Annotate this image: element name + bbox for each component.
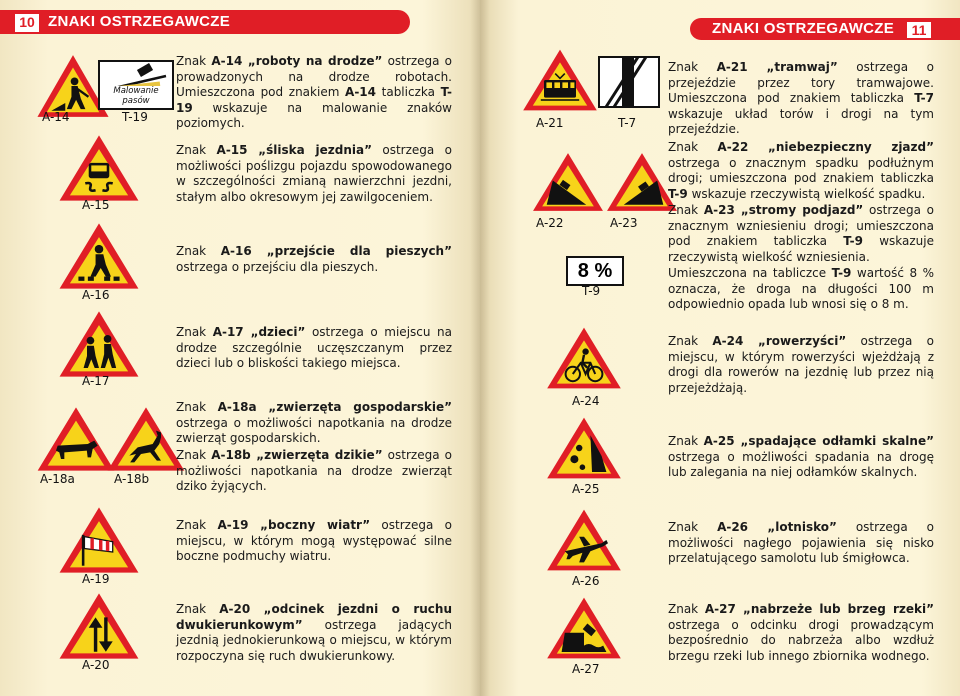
label-a23: A-23	[610, 216, 638, 230]
text-a14: Znak A-14 „roboty na drodze” ostrzega o prowadzonych na drodze robotach. Umieszczona pod znakiem A-14 tabliczka T-19 wskazuje na malowanie znaków poziomych.	[176, 54, 452, 131]
text-a18a: Znak A-18a „zwierzęta gospodarskie” ostrzega o możliwości napotkania na drodze zwierząt gospodarskich.	[176, 400, 452, 446]
left-header-title: ZNAKI OSTRZEGAWCZE	[48, 13, 231, 30]
text-a21: Znak A-21 „tramwaj” ostrzega o przejeździe przez tory tramwajowe. Umieszczona pod znakiem tabliczka T-7 wskazuje układ torów i drogi na tym przejeździe.	[668, 60, 934, 137]
sign-a26-airport-icon	[544, 506, 624, 574]
text-a26: Znak A-26 „lotnisko” ostrzega o możliwości nagłego pojawienia się nisko przelatującego samolotu lub śmigłowca.	[668, 520, 934, 566]
plate-t9: 8 %	[566, 256, 624, 286]
book-spine	[470, 0, 490, 696]
label-a25: A-25	[572, 482, 600, 496]
label-a16: A-16	[82, 288, 110, 302]
sign-a27-quayside-icon	[544, 594, 624, 662]
label-t19: T-19	[122, 110, 148, 124]
text-a22: Znak A-22 „niebezpieczny zjazd” ostrzega o znacznym spadku podłużnym drogi; umieszczona pod znakiem tabliczka T-9 wskazuje rzeczywistą wielkość spadku.	[668, 140, 934, 201]
plate-t19	[98, 60, 174, 110]
sign-a22-steep-descent-icon	[530, 150, 606, 214]
text-a24: Znak A-24 „rowerzyści” ostrzega o miejscu, w którym rowerzyści wjeżdżają z drogi dla rowerów na jezdnię lub przez nią przejeżdżają.	[668, 334, 934, 395]
label-a22: A-22	[536, 216, 564, 230]
text-t9: Umieszczona na tabliczce T-9 wartość 8 % oznacza, że droga na długości 100 m odpowiednio opada lub wnosi się o 8 m.	[668, 266, 934, 312]
sign-a24-cyclists-icon	[544, 324, 624, 392]
text-a15: Znak A-15 „śliska jezdnia” ostrzega o możliwości poślizgu pojazdu spowodowanego w szczególności zmianą nawierzchni jezdni, stałym albo okresowym jej zawilgoceniem.	[176, 143, 452, 204]
right-page	[480, 0, 960, 696]
label-a15: A-15	[82, 198, 110, 212]
text-a19: Znak A-19 „boczny wiatr” ostrzega o miejscu, w którym mogą występować silne boczne podmuchy wiatru.	[176, 518, 452, 564]
text-a18b: Znak A-18b „zwierzęta dzikie” ostrzega o możliwości napotkania na drodze zwierząt dziko żyjących.	[176, 448, 452, 494]
sign-a20-two-way-traffic-icon	[56, 590, 142, 662]
sign-a25-falling-rocks-icon	[544, 414, 624, 482]
label-a19: A-19	[82, 572, 110, 586]
label-a27: A-27	[572, 662, 600, 676]
text-a23: Znak A-23 „stromy podjazd” ostrzega o znacznym wzniesieniu drogi; umieszczona pod znakiem tabliczka T-9 wskazuje rzeczywistą wielkość wzniesienia.	[668, 203, 934, 264]
plate-t7-track-layout-icon	[598, 56, 660, 108]
plate-t19-text: Malowanie pasów	[100, 86, 172, 106]
sign-a17-children-icon	[56, 308, 142, 380]
sign-a19-crosswind-icon	[56, 504, 142, 576]
label-a24: A-24	[572, 394, 600, 408]
text-a25: Znak A-25 „spadające odłamki skalne” ostrzega o możliwości spadania na drogę lub zalegania na niej odłamków skalnych.	[668, 434, 934, 480]
label-a18b: A-18b	[114, 472, 150, 486]
text-a17: Znak A-17 „dzieci” ostrzega o miejscu na drodze szczególnie uczęszczanym przez dzieci lub o bliskości takiego miejsca.	[176, 325, 452, 371]
label-a21: A-21	[536, 116, 564, 130]
label-t7: T-7	[618, 116, 637, 130]
sign-a16-pedestrian-crossing-icon	[56, 220, 142, 292]
sign-a21-tram-icon	[520, 46, 600, 114]
right-header-title: ZNAKI OSTRZEGAWCZE	[712, 20, 895, 37]
label-a26: A-26	[572, 574, 600, 588]
text-a27: Znak A-27 „nabrzeże lub brzeg rzeki” ostrzega o odcinku drogi prowadzącym bezpośrednio do nabrzeża albo wzdłuż brzegu rzeki lub innego zbiornika wodnego.	[668, 602, 934, 663]
right-page-number: 11	[906, 21, 932, 39]
label-a20: A-20	[82, 658, 110, 672]
left-page-number: 10	[14, 13, 40, 33]
sign-a15-slippery-road-icon	[56, 132, 142, 204]
text-a16: Znak A-16 „przejście dla pieszych” ostrzega o przejściu dla pieszych.	[176, 244, 452, 274]
label-a18a: A-18a	[40, 472, 75, 486]
label-a14: A-14	[42, 110, 70, 124]
label-a17: A-17	[82, 374, 110, 388]
text-a20: Znak A-20 „odcinek jezdni o ruchu dwukierunkowym” ostrzega jadących jezdnią jednokierunkową o miejscu, w którym rozpoczyna się ruch dwukierunkowy.	[176, 602, 452, 663]
label-t9: T-9	[582, 284, 601, 298]
